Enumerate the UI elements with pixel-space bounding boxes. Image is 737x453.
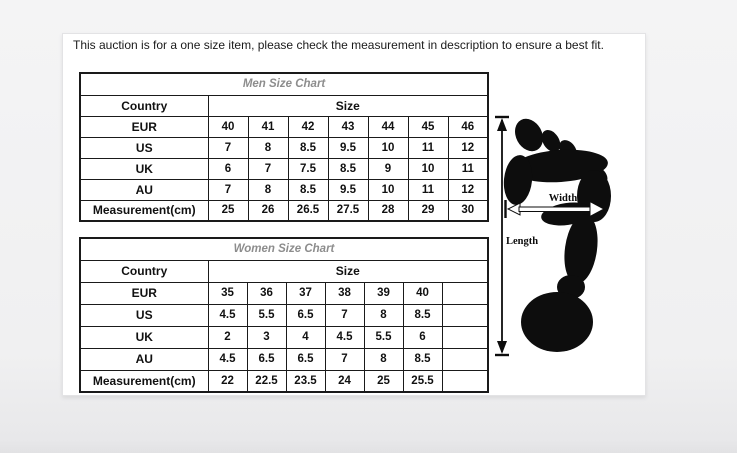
men-size-value: 26.5 — [288, 200, 328, 221]
women-row-eur — [80, 282, 488, 304]
women-size-value: 2 — [208, 326, 247, 348]
women-empty-cell — [442, 348, 488, 370]
women-size-value: 5.5 — [364, 326, 403, 348]
men-size-value: 28 — [368, 200, 408, 221]
women-row-measurement-cm- — [80, 370, 488, 392]
men-row-label: UK — [80, 158, 208, 179]
men-size-value: 9 — [368, 158, 408, 179]
women-size-value: 37 — [286, 282, 325, 304]
men-size-value: 8.5 — [288, 137, 328, 158]
women-chart-header-row — [80, 260, 488, 282]
women-empty-cell — [442, 304, 488, 326]
women-size-value: 40 — [403, 282, 442, 304]
men-size-value: 9.5 — [328, 137, 368, 158]
men-size-value: 44 — [368, 116, 408, 137]
women-row-label: AU — [80, 348, 208, 370]
women-row-label: US — [80, 304, 208, 326]
women-size-value: 8 — [364, 348, 403, 370]
men-size-value: 11 — [408, 137, 448, 158]
men-row-label: Measurement(cm) — [80, 200, 208, 221]
men-size-value: 45 — [408, 116, 448, 137]
women-size-value: 24 — [325, 370, 364, 392]
women-row-label: EUR — [80, 282, 208, 304]
men-row-label: US — [80, 137, 208, 158]
women-row-label: Measurement(cm) — [80, 370, 208, 392]
women-size-header: Size — [208, 260, 488, 282]
men-size-value: 8 — [248, 179, 288, 200]
men-size-value: 41 — [248, 116, 288, 137]
foot-measurement-diagram — [489, 104, 619, 364]
length-label: Length — [506, 236, 539, 247]
women-size-chart — [79, 237, 489, 393]
women-size-value: 39 — [364, 282, 403, 304]
men-size-value: 7.5 — [288, 158, 328, 179]
men-row-measurement-cm- — [80, 200, 488, 221]
men-chart-title: Men Size Chart — [80, 73, 488, 95]
women-size-value: 36 — [247, 282, 286, 304]
men-size-value: 27.5 — [328, 200, 368, 221]
women-row-au — [80, 348, 488, 370]
men-size-value: 25 — [208, 200, 248, 221]
women-chart-title-row — [80, 238, 488, 260]
listing-image-panel — [62, 33, 646, 396]
women-size-value: 22.5 — [247, 370, 286, 392]
men-row-label: AU — [80, 179, 208, 200]
women-size-value: 6.5 — [286, 348, 325, 370]
women-size-value: 23.5 — [286, 370, 325, 392]
men-size-chart — [79, 72, 489, 222]
women-size-value: 6.5 — [286, 304, 325, 326]
men-size-value: 10 — [368, 137, 408, 158]
men-size-value: 42 — [288, 116, 328, 137]
men-size-value: 46 — [448, 116, 488, 137]
women-empty-cell — [442, 370, 488, 392]
men-size-value: 11 — [448, 158, 488, 179]
women-size-value: 8.5 — [403, 348, 442, 370]
women-row-label: UK — [80, 326, 208, 348]
women-size-value: 8.5 — [403, 304, 442, 326]
women-size-value: 3 — [247, 326, 286, 348]
women-size-value: 38 — [325, 282, 364, 304]
men-size-value: 10 — [408, 158, 448, 179]
men-size-value: 8.5 — [288, 179, 328, 200]
men-size-header: Size — [208, 95, 488, 116]
women-size-value: 4 — [286, 326, 325, 348]
women-empty-cell — [442, 282, 488, 304]
men-size-value: 29 — [408, 200, 448, 221]
men-size-value: 7 — [248, 158, 288, 179]
women-size-value: 5.5 — [247, 304, 286, 326]
men-size-value: 8.5 — [328, 158, 368, 179]
women-size-chart-table — [79, 237, 489, 393]
men-size-value: 7 — [208, 179, 248, 200]
men-chart-header-row — [80, 95, 488, 116]
width-label: Width — [548, 193, 578, 204]
men-size-chart-table — [79, 72, 489, 222]
men-size-value: 10 — [368, 179, 408, 200]
women-size-value: 4.5 — [208, 304, 247, 326]
women-size-value: 25.5 — [403, 370, 442, 392]
women-size-value: 7 — [325, 304, 364, 326]
men-size-value: 43 — [328, 116, 368, 137]
women-size-value: 4.5 — [208, 348, 247, 370]
men-chart-title-row — [80, 73, 488, 95]
women-size-value: 4.5 — [325, 326, 364, 348]
men-size-value: 12 — [448, 179, 488, 200]
men-size-value: 30 — [448, 200, 488, 221]
men-row-label: EUR — [80, 116, 208, 137]
men-size-value: 12 — [448, 137, 488, 158]
women-country-header: Country — [80, 260, 208, 282]
women-size-value: 6 — [403, 326, 442, 348]
men-row-au — [80, 179, 488, 200]
women-empty-cell — [442, 326, 488, 348]
men-size-value: 9.5 — [328, 179, 368, 200]
women-size-value: 25 — [364, 370, 403, 392]
women-row-us — [80, 304, 488, 326]
men-size-value: 6 — [208, 158, 248, 179]
men-size-value: 11 — [408, 179, 448, 200]
men-row-us — [80, 137, 488, 158]
footprint-icon — [501, 114, 611, 352]
men-row-uk — [80, 158, 488, 179]
women-size-value: 22 — [208, 370, 247, 392]
women-size-value: 7 — [325, 348, 364, 370]
women-chart-title: Women Size Chart — [80, 238, 488, 260]
women-size-value: 6.5 — [247, 348, 286, 370]
women-size-value: 8 — [364, 304, 403, 326]
men-country-header: Country — [80, 95, 208, 116]
women-row-uk — [80, 326, 488, 348]
men-size-value: 8 — [248, 137, 288, 158]
men-size-value: 26 — [248, 200, 288, 221]
men-size-value: 40 — [208, 116, 248, 137]
men-row-eur — [80, 116, 488, 137]
women-size-value: 35 — [208, 282, 247, 304]
auction-notice-text: This auction is for a one size item, please check the measurement in description to ensure a best fit. — [73, 38, 604, 52]
men-size-value: 7 — [208, 137, 248, 158]
